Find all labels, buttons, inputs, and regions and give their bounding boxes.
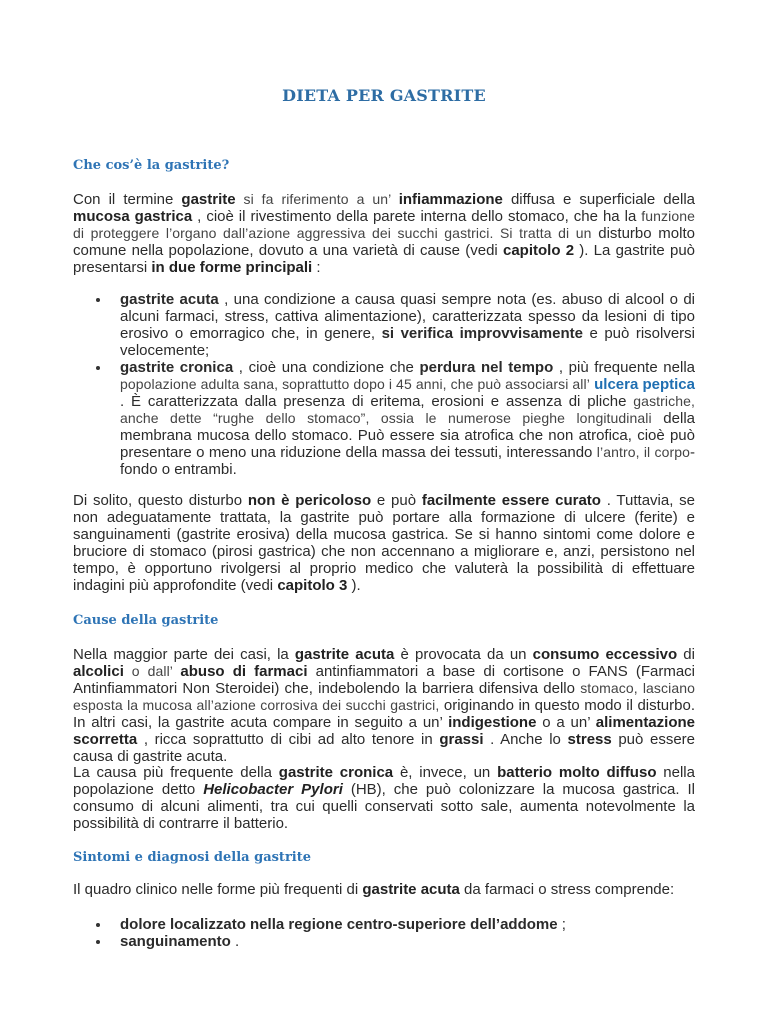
list-item: sanguinamento . (73, 933, 695, 950)
link-capitolo-2[interactable]: capitolo 2 (502, 242, 575, 259)
link-gastrite[interactable]: gastrite (181, 191, 236, 208)
list-item: dolore localizzato nella regione centro-superiore dell’addome ; (73, 916, 695, 933)
forms-list (73, 291, 695, 478)
page-title: DIETA PER GASTRITE (282, 86, 486, 105)
symptoms-list (73, 916, 695, 950)
paragraph-symptoms: Il quadro clinico nelle forme più frequenti di gastrite acuta da farmaci o stress comprende: (73, 881, 675, 898)
paragraph-causes: Nella maggior parte dei casi, la gastrite acuta è provocata da un consumo eccessivo di alcolici o dall’ abuso di farmaci antinfiammatori a base di cortisone o FANS (Farmaci Antinfiammatori Non Steroidei) che, indebolendo la barriera difensiva dello stomaco, lasciano esposta la mucosa all’azione corrosiva dei succhi gastrici, originando in questo modo il disturbo. In altri casi, la gastrite acuta compare in seguito a un’ indigestione o a un’ alimentazione scorretta , ricca soprattutto di cibi ad alto tenore in grassi . Anche lo stress può essere causa di gastrite acuta. (73, 646, 695, 765)
paragraph-not-dangerous: Di solito, questo disturbo non è pericoloso e può facilmente essere curato . Tuttavia, se non adeguatamente trattata, la gastrite può portare alla formazione di ulcere (ferite) e sanguinamenti (gastrite erosiva) della mucosa gastrica. Se si hanno sintomi come dolore e bruciore di stomaco (pirosi gastrica) che non accennano a migliorare e, anzi, persistono nel tempo, è opportuno rivolgersi al proprio medico che valuterà la possibilità di effettuare indagini più approfondite (vedi capitolo 3 ). (73, 492, 696, 594)
heading-causes: Cause della gastrite (73, 613, 219, 628)
paragraph-chronic-cause: La causa più frequente della gastrite cronica è, invece, un batterio molto diffuso nella popolazione detto Helicobacter Pylori (HB), che può colonizzare la mucosa gastrica. Il consumo di alcuni alimenti, tra cui quelli conservati sotto sale, aumenta notevolmente la possibilità di contrarre il batterio. (73, 764, 695, 832)
list-item: gastrite acuta , una condizione a causa quasi sempre nota (es. abuso di alcool o di alcuni farmaci, stress, cattiva alimentazione), caratterizzata spesso da lesioni di tipo erosivo o emorragico che, in genere, si verifica improvvisamente e può risolversi velocemente; (73, 291, 695, 359)
link-capitolo-3[interactable]: capitolo 3 (277, 577, 348, 594)
list-item: gastrite cronica , cioè una condizione che perdura nel tempo , più frequente nella popolazione adulta sana, soprattutto dopo i 45 anni, che può associarsi all’ ulcera peptica . È caratterizzata dalla presenza di eritema, erosioni e assenza di pliche gastriche, anche dette “rughe dello stomaco”, ossia le numerose pieghe longitudinali della membrana mucosa dello stomaco. Può essere sia atrofica che non atrofica, cioè può presentare o meno una riduzione della massa dei tessuti, interessando l’antro, il corpo-fondo o entrambi. (73, 359, 695, 478)
heading-symptoms: Sintomi e diagnosi della gastrite (73, 850, 312, 865)
link-ulcera-peptica[interactable]: ulcera peptica (594, 376, 695, 393)
paragraph-definition: Con il termine gastrite si fa riferimento a un’ infiammazione diffusa e superficiale della mucosa gastrica , cioè il rivestimento della parete interna dello stomaco, che ha la funzione di proteggere l’organo dall’azione aggressiva dei succhi gastrici. Si tratta di un disturbo molto comune nella popolazione, dovuto a una varietà di cause (vedi capitolo 2 ). La gastrite può presentarsi in due forme principali : (73, 191, 696, 276)
heading-what-is-gastritis: Che cos’è la gastrite? (73, 158, 230, 173)
